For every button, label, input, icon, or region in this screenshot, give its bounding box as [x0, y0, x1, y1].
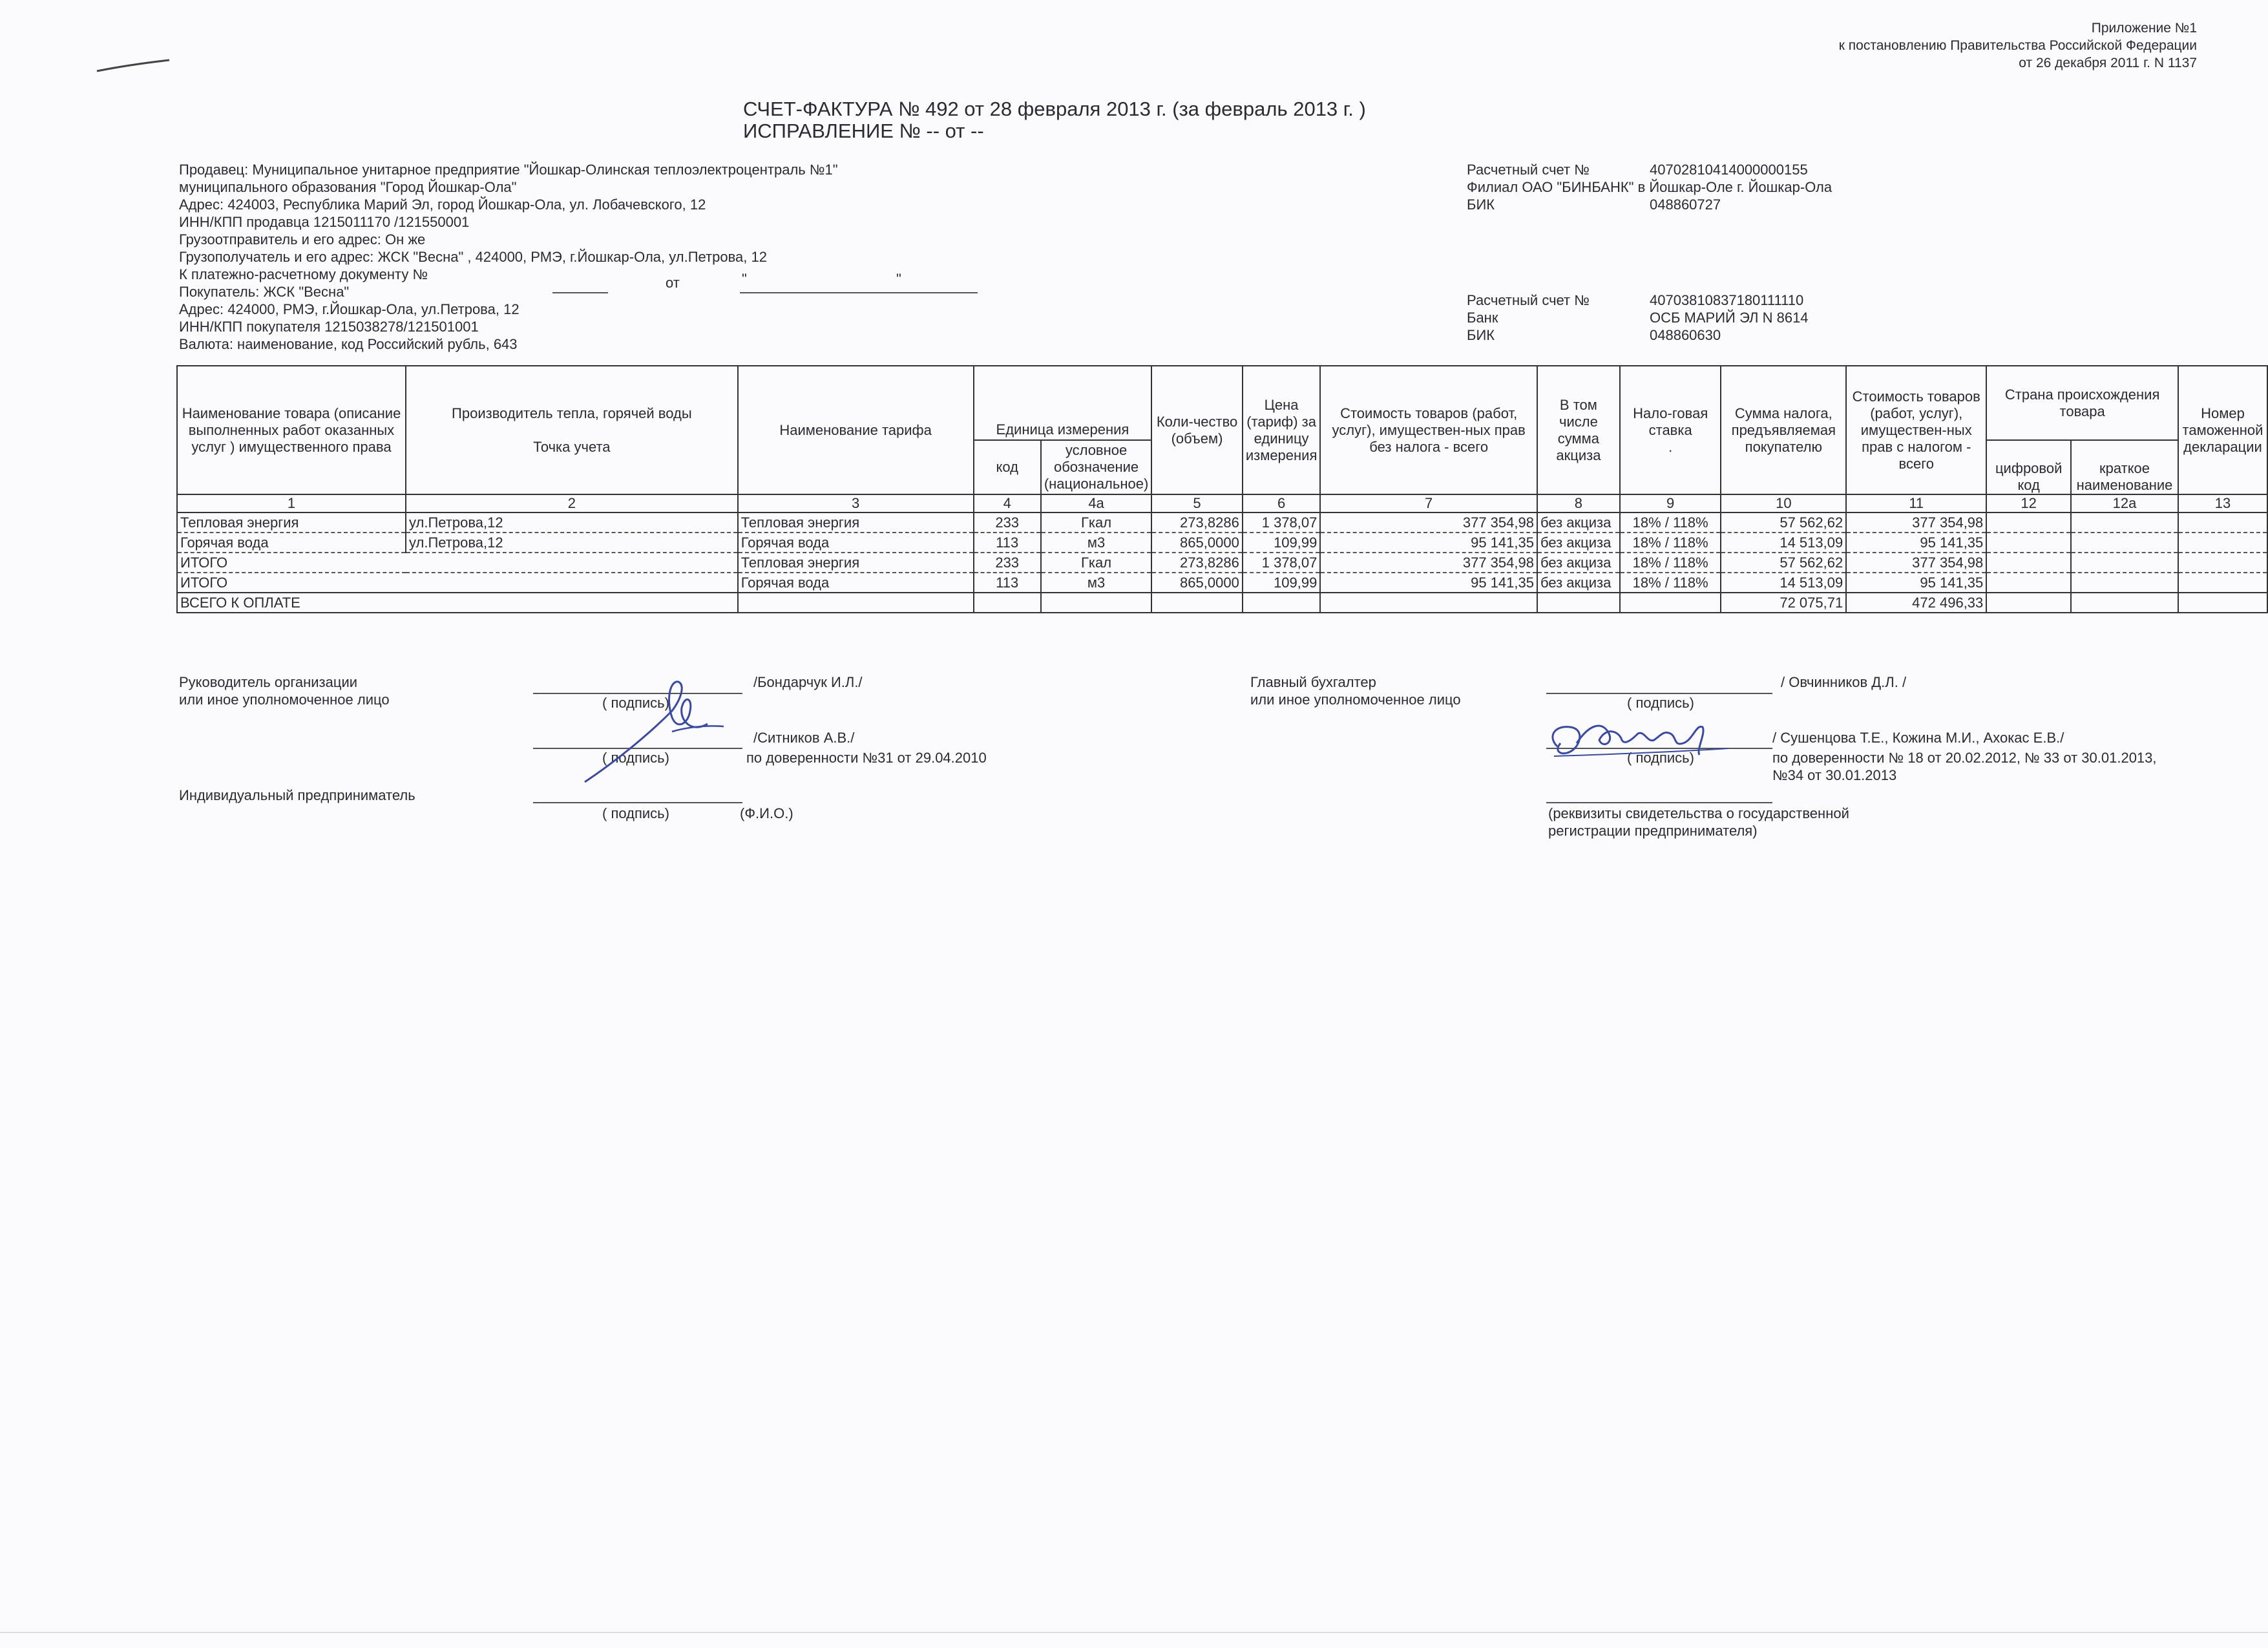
appendix-line3: от 26 декабря 2011 г. N 1137: [2019, 56, 2197, 70]
cell-customs: [2178, 573, 2267, 593]
header-excise: В том числе сумма акциза: [1537, 366, 1620, 494]
header-point-label: Точка учета: [533, 438, 611, 455]
cell-total: 377 354,98: [1846, 512, 1986, 533]
buyer-bank-label: Банк: [1467, 310, 1498, 326]
cell-unit: Гкал: [1041, 512, 1151, 533]
invoice-title: [743, 98, 1366, 142]
cell-name: ИТОГО: [177, 573, 738, 593]
entrepreneur-fio-caption: (Ф.И.О.): [740, 805, 793, 821]
header-tax-rate: [1620, 366, 1721, 494]
cell-rate: 18% / 118%: [1620, 512, 1721, 533]
header-country-code: цифровой код: [1986, 440, 2071, 494]
seller-bik-label: БИК: [1467, 196, 1495, 213]
cell-qty: 273,8286: [1151, 553, 1243, 573]
cell-total: 95 141,35: [1846, 533, 1986, 553]
buyer-bank-values: [1650, 291, 1809, 344]
cell-customs: [2178, 533, 2267, 553]
cell-total: 377 354,98: [1846, 553, 1986, 573]
cell-country-code: [1986, 573, 2071, 593]
cell-rate: 18% / 118%: [1620, 553, 1721, 573]
buyer-address: Адрес: 424000, РМЭ, г.Йошкар-Ола, ул.Петрова, 12: [179, 301, 520, 317]
chief-label-line2: или иное уполномоченное лицо: [1250, 692, 1461, 708]
cell-price: 1 378,07: [1243, 512, 1321, 533]
chief-label-line1: Главный бухгалтер: [1250, 674, 1376, 690]
seller-bank-branch: Филиал ОАО "БИНБАНК" в Йошкар-Оле г. Йошкар-Ола: [1467, 179, 1832, 195]
header-cost-with-tax: Стоимость товаров (работ, услуг), имуществен-ных прав с налогом - всего: [1846, 366, 1986, 494]
col-number: 7: [1320, 494, 1537, 512]
payment-doc-from: от: [666, 275, 680, 291]
header-cost-no-tax: Стоимость товаров (работ, услуг), имуществен-ных прав без налога - всего: [1320, 366, 1537, 494]
shipper: Грузоотправитель и его адрес: Он же: [179, 231, 426, 248]
cell-price: 1 378,07: [1243, 553, 1321, 573]
head-label-line1: Руководитель организации: [179, 674, 358, 690]
cell-excise: без акциза: [1537, 553, 1620, 573]
table-row: [177, 533, 2267, 553]
col-number: 2: [406, 494, 738, 512]
col-number: 9: [1620, 494, 1721, 512]
col-number: 3: [738, 494, 974, 512]
head-label-line2: или иное уполномоченное лицо: [179, 692, 390, 708]
header-unit-symbol: условное обозначение (национальное): [1041, 440, 1151, 494]
header-tax-amount: Сумма налога, предъявляемая покупателю: [1721, 366, 1846, 494]
cell-price: 109,99: [1243, 533, 1321, 553]
col-number: 5: [1151, 494, 1243, 512]
buyer: Покупатель: ЖСК "Весна": [179, 284, 350, 300]
seller-account-label: Расчетный счет №: [1467, 162, 1590, 178]
header-producer: [406, 366, 738, 494]
header-country-name: краткое наименование: [2071, 440, 2178, 494]
accountants-proxy-line1: по доверенности № 18 от 20.02.2012, № 33 от 30.01.2013,: [1772, 750, 2157, 766]
seller-address: Адрес: 424003, Республика Марий Эл, город Йошкар-Ола, ул. Лобачевского, 12: [179, 196, 706, 213]
cell-qty: 865,0000: [1151, 533, 1243, 553]
cell-country-name: [2071, 512, 2178, 533]
column-numbers-row: [177, 494, 2267, 512]
buyer-account-label: Расчетный счет №: [1467, 292, 1590, 308]
table-row: [177, 573, 2267, 593]
deputy-proxy: по доверенности №31 от 29.04.2010: [746, 750, 987, 766]
grand-total-tax: 72 075,71: [1721, 593, 1846, 613]
header-tax-rate-dot: .: [1668, 438, 1673, 455]
col-number: 13: [2178, 494, 2267, 512]
cell-country-code: [1986, 553, 2071, 573]
deputy-name: /Ситников А.В./: [753, 730, 855, 746]
chief-label: [1250, 673, 1461, 708]
cell-excise: без акциза: [1537, 533, 1620, 553]
appendix-block: [1839, 19, 2197, 72]
consignee: Грузополучатель и его адрес: ЖСК "Весна" , 424000, РМЭ, г.Йошкар-Ола, ул.Петрова, 12: [179, 249, 767, 265]
cell-tariff: Тепловая энергия: [738, 512, 974, 533]
chief-sign-caption: ( подпись): [1627, 695, 1694, 711]
accountant-signature: [1541, 717, 1735, 763]
accountants-names: / Сушенцова Т.Е., Кожина М.И., Ахокас Е.В./: [1772, 730, 2064, 746]
col-number: 6: [1243, 494, 1321, 512]
cell-rate: 18% / 118%: [1620, 573, 1721, 593]
appendix-line2: к постановлению Правительства Российской Федерации: [1838, 38, 2197, 53]
grand-total-sum: 472 496,33: [1846, 593, 1986, 613]
head-sign-caption: ( подпись): [602, 695, 669, 711]
seller-block: [179, 161, 838, 353]
header-product-name: Наименование товара (описание выполненных работ оказанных услуг ) имущественного права: [177, 366, 406, 494]
cell-country-code: [1986, 533, 2071, 553]
seller-bik-number: 048860727: [1650, 196, 1721, 213]
cell-name: Горячая вода: [177, 533, 406, 553]
deputy-sign-caption: ( подпись): [602, 750, 669, 766]
col-number: 11: [1846, 494, 1986, 512]
buyer-bank-block: [1467, 291, 1590, 344]
payment-doc-date-line: [740, 292, 978, 293]
grand-total-label: ВСЕГО К ОПЛАТЕ: [177, 593, 738, 613]
cell-tariff: Горячая вода: [738, 573, 974, 593]
head-label: [179, 673, 390, 708]
cell-qty: 273,8286: [1151, 512, 1243, 533]
invoice-table: [176, 365, 2268, 613]
seller-name: Продавец: Муниципальное унитарное предприятие "Йошкар-Олинская теплоэлектроцентраль №1": [179, 162, 838, 178]
cell-excise: без акциза: [1537, 512, 1620, 533]
grand-total-row: [177, 593, 2267, 613]
header-tariff: Наименование тарифа: [738, 366, 974, 494]
registration-line: [1546, 802, 1772, 803]
header-customs: Номер таможенной декларации: [2178, 366, 2267, 494]
cell-excise: без акциза: [1537, 573, 1620, 593]
cell-cost: 377 354,98: [1320, 512, 1537, 533]
appendix-line1: Приложение №1: [2091, 21, 2197, 36]
cell-tariff: Тепловая энергия: [738, 553, 974, 573]
header-country: Страна происхождения товара: [1986, 366, 2178, 440]
cell-country-name: [2071, 533, 2178, 553]
col-number: 12: [1986, 494, 2071, 512]
seller-account-number: 40702810414000000155: [1650, 162, 1808, 178]
cell-rate: 18% / 118%: [1620, 533, 1721, 553]
entrepreneur-sign-line: [533, 802, 742, 803]
cell-code: 113: [974, 533, 1041, 553]
payment-doc: К платежно-расчетному документу №: [179, 266, 428, 282]
cell-tariff: Горячая вода: [738, 533, 974, 553]
accountants-proxy-line2: №34 от 30.01.2013: [1772, 767, 1897, 783]
header-tax-rate-label: Нало-говая ставка: [1633, 405, 1708, 438]
accountants-proxy: [1772, 749, 2157, 784]
buyer-account-number: 40703810837180111110: [1650, 292, 1804, 308]
cell-country-name: [2071, 553, 2178, 573]
header-producer-label: Производитель тепла, горячей воды: [452, 405, 692, 421]
col-number: 12а: [2071, 494, 2178, 512]
cell-cost: 95 141,35: [1320, 533, 1537, 553]
cell-unit: Гкал: [1041, 553, 1151, 573]
buyer-bik-number: 048860630: [1650, 327, 1721, 343]
head-name: /Бондарчук И.Л./: [753, 674, 863, 690]
registration-caption: [1548, 805, 1849, 840]
seller-bank-values: [1650, 161, 1808, 213]
cell-country-name: [2071, 573, 2178, 593]
buyer-bik-label: БИК: [1467, 327, 1495, 343]
payment-doc-quote-open: ": [742, 271, 747, 287]
cell-point: ул.Петрова,12: [406, 512, 738, 533]
col-number: 8: [1537, 494, 1620, 512]
cell-cost: 377 354,98: [1320, 553, 1537, 573]
cell-tax: 14 513,09: [1721, 533, 1846, 553]
chief-name: / Овчинников Д.Л. /: [1781, 674, 1907, 690]
col-number: 4а: [1041, 494, 1151, 512]
cell-tax: 57 562,62: [1721, 553, 1846, 573]
registration-caption-line2: регистрации предпринимателя): [1548, 823, 1758, 839]
cell-qty: 865,0000: [1151, 573, 1243, 593]
header-unit: Единица измерения: [974, 366, 1152, 440]
cell-unit: м3: [1041, 573, 1151, 593]
cell-cost: 95 141,35: [1320, 573, 1537, 593]
cell-customs: [2178, 512, 2267, 533]
entrepreneur-label: Индивидуальный предприниматель: [179, 787, 415, 803]
cell-price: 109,99: [1243, 573, 1321, 593]
cell-customs: [2178, 553, 2267, 573]
entrepreneur-sign-caption: ( подпись): [602, 805, 669, 821]
header-unit-code: код: [974, 440, 1041, 494]
col-number: 4: [974, 494, 1041, 512]
cell-tax: 14 513,09: [1721, 573, 1846, 593]
buyer-inn: ИНН/КПП покупателя 1215038278/121501001: [179, 319, 479, 335]
cell-code: 233: [974, 512, 1041, 533]
table-row: [177, 553, 2267, 573]
seller-name-cont: муниципального образования "Город Йошкар-Ола": [179, 179, 517, 195]
cell-country-code: [1986, 512, 2071, 533]
registration-caption-line1: (реквизиты свидетельства о государственной: [1548, 805, 1849, 821]
buyer-bank-name: ОСБ МАРИЙ ЭЛ N 8614: [1650, 310, 1809, 326]
cell-name: Тепловая энергия: [177, 512, 406, 533]
header-price: Цена (тариф) за единицу измерения: [1243, 366, 1321, 494]
table-row: [177, 512, 2267, 533]
invoice-title-line1: СЧЕТ-ФАКТУРА № 492 от 28 февраля 2013 г. (за февраль 2013 г. ): [743, 98, 1366, 120]
cell-code: 233: [974, 553, 1041, 573]
cell-name: ИТОГО: [177, 553, 738, 573]
accountants-sign-caption: ( подпись): [1627, 750, 1694, 766]
col-number: 10: [1721, 494, 1846, 512]
cell-unit: м3: [1041, 533, 1151, 553]
payment-doc-quote-close: ": [896, 271, 901, 287]
col-number: 1: [177, 494, 406, 512]
page-bottom-edge: [0, 1632, 2268, 1633]
head-signature: [575, 672, 743, 788]
cell-tax: 57 562,62: [1721, 512, 1846, 533]
seller-inn: ИНН/КПП продавца 1215011170 /121550001: [179, 214, 470, 230]
invoice-title-line2: ИСПРАВЛЕНИЕ № -- от --: [743, 120, 984, 142]
header-quantity: Коли-чество (объем): [1151, 366, 1243, 494]
cell-total: 95 141,35: [1846, 573, 1986, 593]
currency: Валюта: наименование, код Российский рубль, 643: [179, 336, 518, 352]
pen-mark: [90, 57, 174, 76]
cell-code: 113: [974, 573, 1041, 593]
payment-doc-number-line: [552, 292, 608, 293]
cell-point: ул.Петрова,12: [406, 533, 738, 553]
